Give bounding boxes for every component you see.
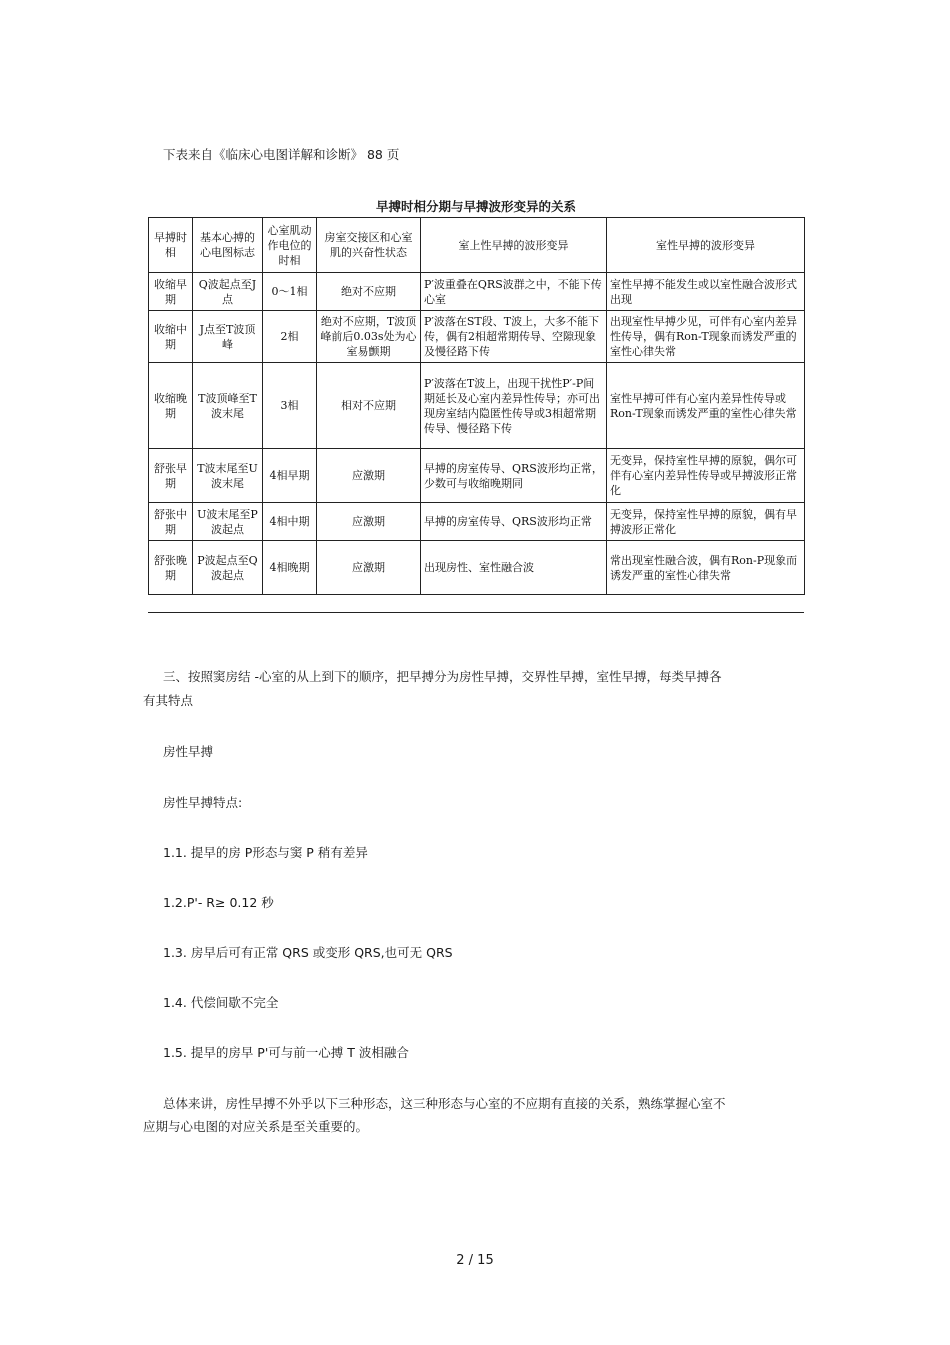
table-cell: 舒张中期	[149, 503, 193, 541]
table-cell: 3相	[263, 363, 317, 449]
horizontal-rule	[148, 612, 804, 613]
table-cell: 4相中期	[263, 503, 317, 541]
summary-paragraph-line-2: 应期与心电图的对应关系是至关重要的。	[143, 1119, 369, 1134]
table-row	[149, 449, 805, 503]
feature-heading: 房性早搏特点:	[163, 795, 243, 810]
table-cell: P′波落在T波上，出现干扰性P′-P间期延长及心室内差异性传导；亦可出现房室结内隐匿性传导或3相超常期传导、慢径路下传	[421, 363, 607, 449]
table-cell: 常出现室性融合波，偶有Ron-P现象而诱发严重的室性心律失常	[607, 541, 805, 595]
table-cell: 4相晚期	[263, 541, 317, 595]
table-cell: P′波重叠在QRS波群之中，不能下传心室	[421, 273, 607, 311]
header-cell: 室上性早搏的波形变异	[421, 218, 607, 273]
table-cell: 舒张早期	[149, 449, 193, 503]
table-cell: 出现房性、室性融合波	[421, 541, 607, 595]
feature-item: 1.4. 代偿间歇不完全	[163, 995, 279, 1010]
table-cell: 早搏的房室传导、QRS波形均正常，少数可与收缩晚期同	[421, 449, 607, 503]
table-cell: 出现室性早搏少见，可伴有心室内差异性传导，偶有Ron-T现象而诱发严重的室性心律失常	[607, 311, 805, 363]
table-cell: 应激期	[317, 503, 421, 541]
intro-paragraph-line-1: 三、按照窦房结 -心室的从上到下的顺序，把早搏分为房性早搏，交界性早搏，室性早搏，每类早搏各	[163, 669, 722, 684]
header-cell: 室性早搏的波形变异	[607, 218, 805, 273]
table-cell: T波顶峰至T波末尾	[193, 363, 263, 449]
table-cell: 绝对不应期	[317, 273, 421, 311]
feature-item: 1.3. 房早后可有正常 QRS 或变形 QRS,也可无 QRS	[163, 945, 453, 960]
feature-item: 1.2.P'- R≥ 0.12 秒	[163, 895, 274, 910]
source-line: 下表来自《临床心电图详解和诊断》 88 页	[163, 147, 400, 162]
table-cell: 舒张晚期	[149, 541, 193, 595]
table-title: 早搏时相分期与早搏波形变异的关系	[375, 199, 576, 214]
table-cell: 收缩晚期	[149, 363, 193, 449]
table-row	[149, 311, 805, 363]
header-cell: 心室肌动作电位的时相	[263, 218, 317, 273]
summary-paragraph-line-1: 总体来讲，房性早搏不外乎以下三种形态，这三种形态与心室的不应期有直接的关系，熟练掌握心室不	[163, 1096, 726, 1111]
table-cell: 相对不应期	[317, 363, 421, 449]
table-row	[149, 273, 805, 311]
table-header-row	[149, 218, 805, 273]
table-cell: 室性早搏可伴有心室内差异性传导或Ron-T现象而诱发严重的室性心律失常	[607, 363, 805, 449]
table-cell: 收缩早期	[149, 273, 193, 311]
header-cell: 基本心搏的心电图标志	[193, 218, 263, 273]
table-cell: 无变异，保持室性早搏的原貌，偶有早搏波形正常化	[607, 503, 805, 541]
table-row	[149, 503, 805, 541]
section-heading: 房性早搏	[163, 744, 214, 759]
header-cell: 房室交接区和心室肌的兴奋性状态	[317, 218, 421, 273]
table-cell: P′波落在ST段、T波上，大多不能下传，偶有2相超常期传导、空隙现象及慢径路下传	[421, 311, 607, 363]
table-cell: 应激期	[317, 449, 421, 503]
table-cell: Q波起点至J点	[193, 273, 263, 311]
table-cell: 绝对不应期，T波顶峰前后0.03s处为心室易颤期	[317, 311, 421, 363]
table-cell: 收缩中期	[149, 311, 193, 363]
table-cell: U波末尾至P波起点	[193, 503, 263, 541]
page-number: 2 / 15	[456, 1253, 494, 1268]
table-cell: 无变异，保持室性早搏的原貌，偶尔可伴有心室内差异性传导或早搏波形正常化	[607, 449, 805, 503]
header-cell: 早搏时相	[149, 218, 193, 273]
table-cell: T波末尾至U波末尾	[193, 449, 263, 503]
table-cell: P波起点至Q波起点	[193, 541, 263, 595]
table-row	[149, 363, 805, 449]
table-cell: 2相	[263, 311, 317, 363]
table-cell: 室性早搏不能发生或以室性融合波形式出现	[607, 273, 805, 311]
table-cell: 4相早期	[263, 449, 317, 503]
table-cell: 0～1相	[263, 273, 317, 311]
intro-paragraph-line-2: 有其特点	[143, 693, 194, 708]
feature-item: 1.1. 提早的房 P形态与窦 P 稍有差异	[163, 845, 368, 860]
table-row	[149, 541, 805, 595]
feature-item: 1.5. 提早的房早 P'可与前一心搏 T 波相融合	[163, 1045, 409, 1060]
table-cell: J点至T波顶峰	[193, 311, 263, 363]
table-cell: 早搏的房室传导、QRS波形均正常	[421, 503, 607, 541]
table-cell: 应激期	[317, 541, 421, 595]
ecg-phase-table	[148, 217, 805, 595]
